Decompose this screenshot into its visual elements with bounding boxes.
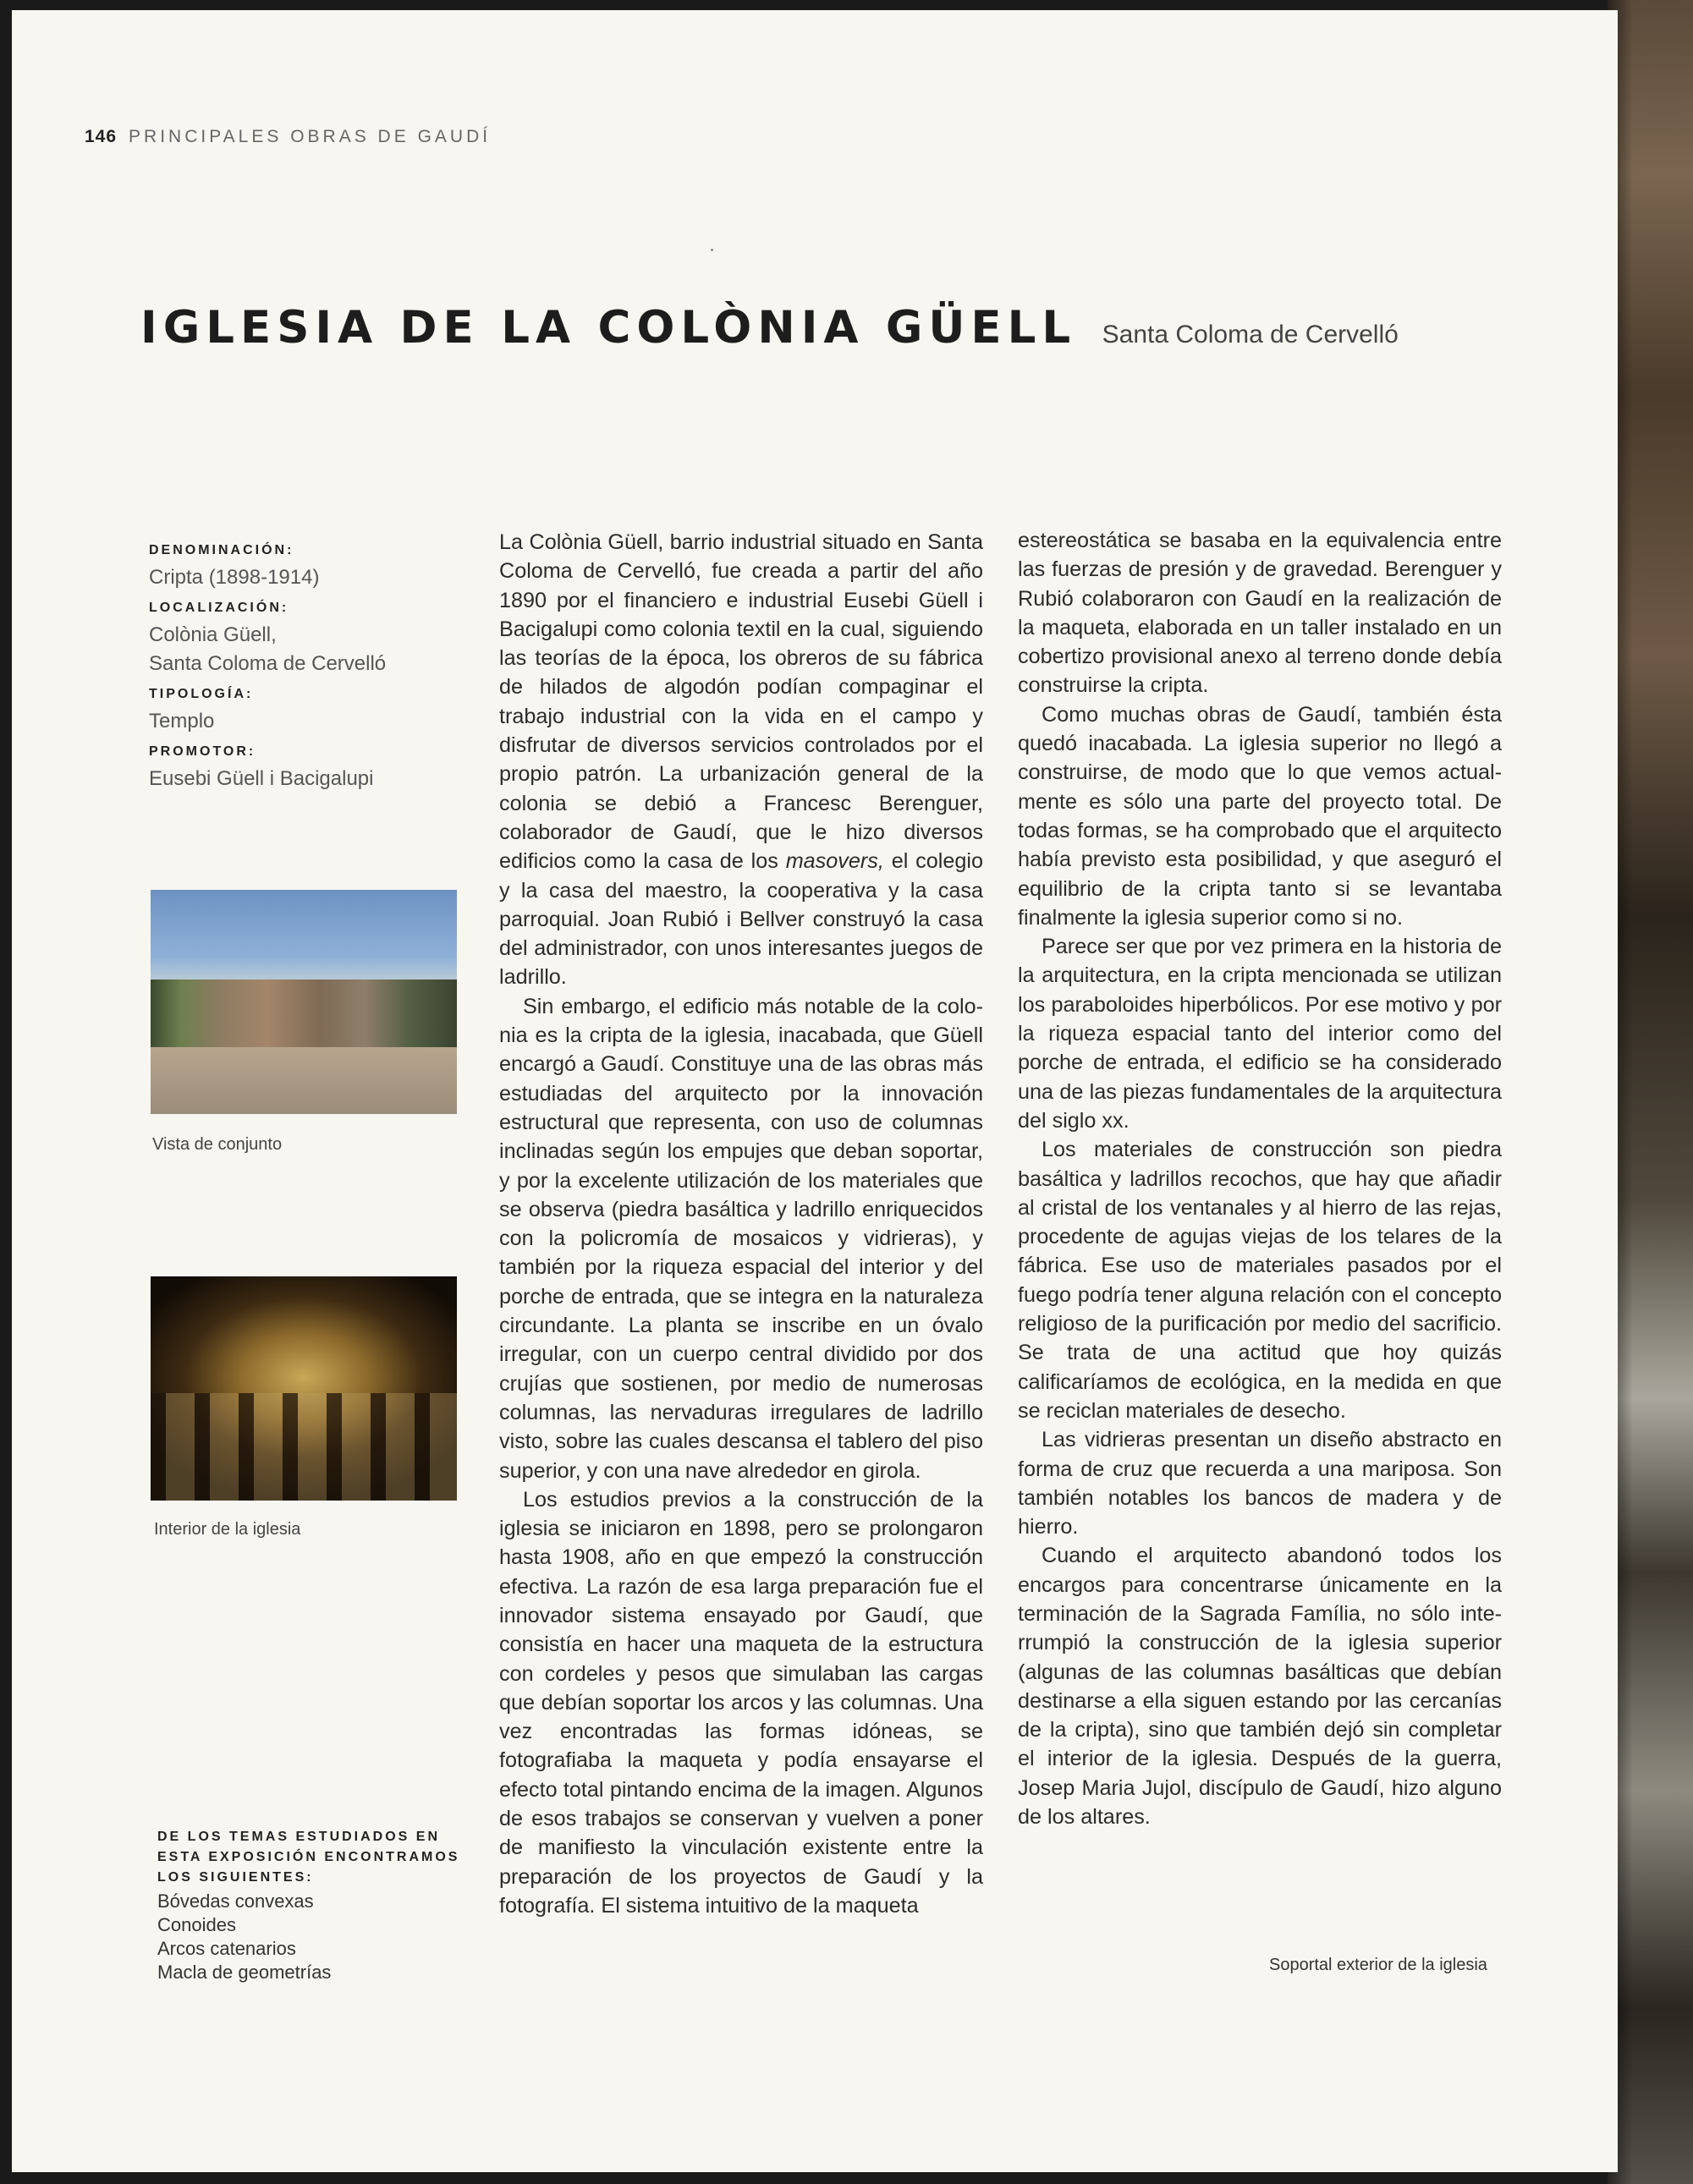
body-column-1 bbox=[499, 528, 983, 1920]
print-speck bbox=[711, 249, 713, 251]
fact-value-tipologia: Templo bbox=[149, 710, 215, 733]
paragraph: Como muchas obras de Gaudí, también ésta quedó inacabada. La iglesia superior no llegó a construirse, de modo que lo que vemos actualmente es sólo una parte del proyecto total. De todas formas, se ha comprobado que el arquitecto había previsto esta posibilidad, y que aseguró el equilibrio de la cripta tanto si se levantaba finalmente la iglesia superior como si no. bbox=[1018, 702, 1502, 930]
fact-value-localizacion-1: Colònia Güell, bbox=[149, 623, 277, 646]
topic-item: Arcos catenarios bbox=[157, 1938, 296, 1959]
fact-label-denominacion: DENOMINACIÓN: bbox=[149, 543, 294, 557]
topics-heading-1: DE LOS TEMAS ESTUDIADOS EN bbox=[157, 1830, 441, 1844]
topic-item: Macla de geometrías bbox=[157, 1962, 332, 1983]
paragraph: Los estudios previos a la construcción de la iglesia se iniciaron en 1898, pero se prolongaron hasta 1908, año en que empezó la construcción efectiva. La razón de esa larga preparación fue el innovador sistema ensayado por Gaudí, que consistía en hacer una maqueta de la estructura con cordeles y pesos que simulaban las cargas que debían soportar los arcos y las columnas. Una vez encontradas las formas idóneas, se fotografiaba la maqueta y podía ensayarse el efecto total pintando encima de la imagen. Algunos de esos trabajos se conservan y vuelven a poner de manifiesto la vinculación existente entre la preparación de los proyectos de Gaudí y la fotografía. El sistema intuitivo de la maqueta bbox=[499, 1487, 983, 1918]
title-row bbox=[140, 302, 1399, 354]
paragraph-text: el colegio y la casa del maestro, la cooperativa y la casa parroquial. Joan Rubió i Bellver construyó la casa del administrador, con unos interesantes juegos de ladrillo. bbox=[499, 849, 983, 990]
paragraph: Las vidrieras presentan un diseño abstracto en forma de cruz que recuerda a una mariposa. Son también notables los bancos de madera y de hierro. bbox=[1018, 1428, 1502, 1539]
paragraph-text: La Colònia Güell, barrio industrial situado en Santa Coloma de Cervelló, fue creada a partir del año 1890 por el financiero e industrial Eusebi Güell i Bacigalupi como colonia textil en la cual, siguiendo las teorías de la época, los obreros de su fábrica de hilados de algodón podían compaginar el trabajo industrial con la vida en el campo y disfrutar de diversos servicios controlados por el propio patrón. La urbanización general de la colonia se debió a Francesc Berenguer, colaborador de Gaudí, que le hizo diversos edificios como la casa de los bbox=[499, 530, 983, 874]
fact-value-denominacion: Cripta (1898-1914) bbox=[149, 566, 320, 589]
running-title: PRINCIPALES OBRAS DE GAUDÍ bbox=[129, 127, 492, 146]
topics-list bbox=[157, 1890, 462, 1984]
book-page bbox=[12, 10, 1618, 2172]
church-interior-photo bbox=[151, 1276, 457, 1501]
fact-label-localizacion: LOCALIZACIÓN: bbox=[149, 601, 289, 615]
paragraph-emphasis: masovers, bbox=[785, 849, 884, 874]
fact-value-promotor: Eusebi Güell i Bacigalupi bbox=[149, 767, 374, 790]
page-title: IGLESIA DE LA COLÒNIA GÜELL bbox=[140, 302, 1077, 354]
page-number: 146 bbox=[85, 127, 118, 146]
fact-label-tipologia: TIPOLOGÍA: bbox=[149, 687, 254, 701]
paragraph: estereostática se basaba en la equivalencia entre las fuerzas de presión y de gravedad. Berenguer y Rubió colaboraron con Gaudí en la realización de la maqueta, elaborada en un taller instalado en un cobertizo provisional anexo al terreno donde debía construirse la cripta. bbox=[1018, 529, 1502, 698]
topics-heading-3: LOS SIGUIENTES: bbox=[157, 1870, 314, 1885]
paragraph: Sin embargo, el edificio más notable de la colonia es la cripta de la iglesia, inacabada, que Güell encargó a Gaudí. Constituye una de las obras más estudiadas del arquitecto por la innovación estructural que representa, con uso de columnas inclinadas según los empujes que deban soportar, y por la excelente utilización de los materiales que se observa (piedra basáltica y ladrillo enriquecidos con la policromía de mosaicos y vidrieras), y también por la riqueza espacial del interior y del porche de entrada, que se integra en la naturaleza circundante. La planta se inscribe en un óvalo irregular, con un cuerpo central dividido por dos crujías que sostienen, por medio de numerosas columnas, las nervaduras irregulares de ladrillo visto, sobre las cuales descansa el tablero del piso superior, y con una nave alrededor en girola. bbox=[499, 994, 983, 1483]
page-subtitle: Santa Coloma de Cervelló bbox=[1102, 321, 1399, 348]
photo-caption-overview: Vista de conjunto bbox=[152, 1135, 283, 1154]
paragraph bbox=[499, 528, 983, 992]
paragraph: Parece ser que por vez primera en la historia de la arquitectura, en la cripta mencionada se utilizan los paraboloides hiperbólicos. Por ese motivo y por la riqueza espacial tanto del interior como del porche de entrada, el edificio se ha considerado una de las piezas fundamentales de la arquitectura del siglo xx. bbox=[1018, 935, 1502, 1133]
topics-box bbox=[157, 1827, 462, 1984]
photo-caption-interior: Interior de la iglesia bbox=[154, 1520, 301, 1539]
factsheet bbox=[149, 535, 453, 793]
adjacent-page-photo bbox=[1608, 0, 1693, 2184]
fact-value-localizacion-2: Santa Coloma de Cervelló bbox=[149, 652, 387, 675]
topic-item: Bóvedas convexas bbox=[157, 1890, 314, 1912]
photo-caption-porch: Soportal exterior de la iglesia bbox=[1269, 1956, 1487, 1974]
exterior-overview-photo bbox=[151, 890, 457, 1114]
topic-item: Conoides bbox=[157, 1914, 236, 1935]
fact-label-promotor: PROMOTOR: bbox=[149, 744, 256, 759]
paragraph: Los materiales de construcción son piedra basáltica y ladrillos recochos, que hay que añadir al cristal de los ventanales y al hierro de las rejas, procedente de agujas viejas de los telares de la fábrica. Ese uso de materiales pasados por el fuego podría tener alguna relación con el concepto religioso de la purificación por medio del sacrificio. Se trata de una actitud que hoy quizás calificaríamos de ecológica, en la medida en que se reciclan materiales de desecho. bbox=[1018, 1138, 1502, 1423]
body-column-2 bbox=[1018, 526, 1502, 1831]
paragraph: Cuando el arquitecto abandonó todos los encargos para concentrarse únicamente en la terminación de la Sagrada Família, no sólo interrumpió la construcción de la iglesia superior (algunas de las columnas basálticas que debían destinarse a ella siguen estando por las cercanías de la cripta), sino que también dejó sin completar el interior de la iglesia. Después de la guerra, Josep Maria Jujol, discípulo de Gaudí, hizo alguno de los altares. bbox=[1018, 1544, 1502, 1830]
running-head bbox=[85, 127, 491, 147]
topics-heading-2: ESTA EXPOSICIÓN ENCONTRAMOS bbox=[157, 1850, 460, 1864]
